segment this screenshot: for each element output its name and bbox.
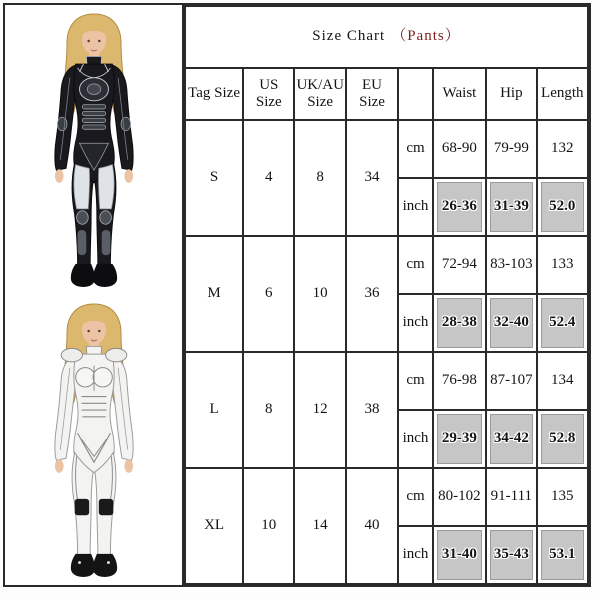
cell-waist-cm: 68-90: [433, 120, 486, 178]
cell-ukau-size: 8: [294, 120, 345, 236]
cell-us-size: 4: [243, 120, 294, 236]
cell-waist-cm: 76-98: [433, 352, 486, 410]
header-waist: Waist: [433, 68, 486, 120]
header-ukau-size: UK/AU Size: [294, 68, 345, 120]
cell-us-size: 10: [243, 468, 294, 584]
cell-unit-cm: cm: [398, 236, 432, 294]
size-chart-panel: [184, 5, 589, 585]
cell-tag-size: XL: [185, 468, 243, 584]
cell-waist-cm: 80-102: [433, 468, 486, 526]
cell-us-size: 8: [243, 352, 294, 468]
cell-waist-cm: 72-94: [433, 236, 486, 294]
header-tag-size: Tag Size: [185, 68, 243, 120]
cell-hip-inch: 31-39: [486, 178, 537, 236]
cell-eu-size: 40: [346, 468, 399, 584]
table-row: [185, 120, 588, 178]
cell-ukau-size: 14: [294, 468, 345, 584]
cell-unit-cm: cm: [398, 120, 432, 178]
cell-length-inch: 52.8: [537, 410, 588, 468]
cell-length-cm: 133: [537, 236, 588, 294]
size-chart-table: [184, 5, 589, 585]
table-header-row: [185, 68, 588, 120]
product-photos: [5, 5, 184, 585]
cell-eu-size: 34: [346, 120, 399, 236]
cell-hip-cm: 79-99: [486, 120, 537, 178]
title-sub: （Pants）: [391, 28, 461, 45]
cell-length-inch: 52.0: [537, 178, 588, 236]
cell-ukau-size: 12: [294, 352, 345, 468]
cell-waist-inch: 31-40: [433, 526, 486, 584]
cell-hip-cm: 91-111: [486, 468, 537, 526]
table-row: [185, 352, 588, 410]
product-photo-white-suit: [5, 295, 182, 585]
model-black-suit-illustration: [12, 8, 176, 292]
cell-unit-inch: inch: [398, 294, 432, 352]
cell-length-inch: 53.1: [537, 526, 588, 584]
cell-length-cm: 132: [537, 120, 588, 178]
header-us-size: US Size: [243, 68, 294, 120]
cell-length-inch: 52.4: [537, 294, 588, 352]
header-length: Length: [537, 68, 588, 120]
table-row: [185, 236, 588, 294]
table-title-row: [185, 6, 588, 68]
cell-waist-inch: 28-38: [433, 294, 486, 352]
header-hip: Hip: [486, 68, 537, 120]
cell-length-cm: 135: [537, 468, 588, 526]
cell-hip-inch: 32-40: [486, 294, 537, 352]
page-title: [185, 6, 588, 68]
model-white-suit-illustration: [12, 298, 176, 582]
product-photo-black-suit: [5, 5, 182, 295]
cell-waist-inch: 29-39: [433, 410, 486, 468]
title-main: Size Chart: [312, 28, 386, 45]
cell-unit-cm: cm: [398, 352, 432, 410]
cell-hip-inch: 35-43: [486, 526, 537, 584]
cell-waist-inch: 26-36: [433, 178, 486, 236]
cell-unit-inch: inch: [398, 526, 432, 584]
cell-us-size: 6: [243, 236, 294, 352]
header-unit: [398, 68, 432, 120]
cell-hip-cm: 83-103: [486, 236, 537, 294]
cell-tag-size: M: [185, 236, 243, 352]
cell-unit-inch: inch: [398, 178, 432, 236]
cell-tag-size: L: [185, 352, 243, 468]
cell-hip-inch: 34-42: [486, 410, 537, 468]
cell-eu-size: 38: [346, 352, 399, 468]
cell-length-cm: 134: [537, 352, 588, 410]
cell-tag-size: S: [185, 120, 243, 236]
cell-ukau-size: 10: [294, 236, 345, 352]
cell-eu-size: 36: [346, 236, 399, 352]
header-eu-size: EU Size: [346, 68, 399, 120]
cell-unit-cm: cm: [398, 468, 432, 526]
cell-unit-inch: inch: [398, 410, 432, 468]
cell-hip-cm: 87-107: [486, 352, 537, 410]
table-row: [185, 468, 588, 526]
size-chart-card: [3, 3, 591, 587]
